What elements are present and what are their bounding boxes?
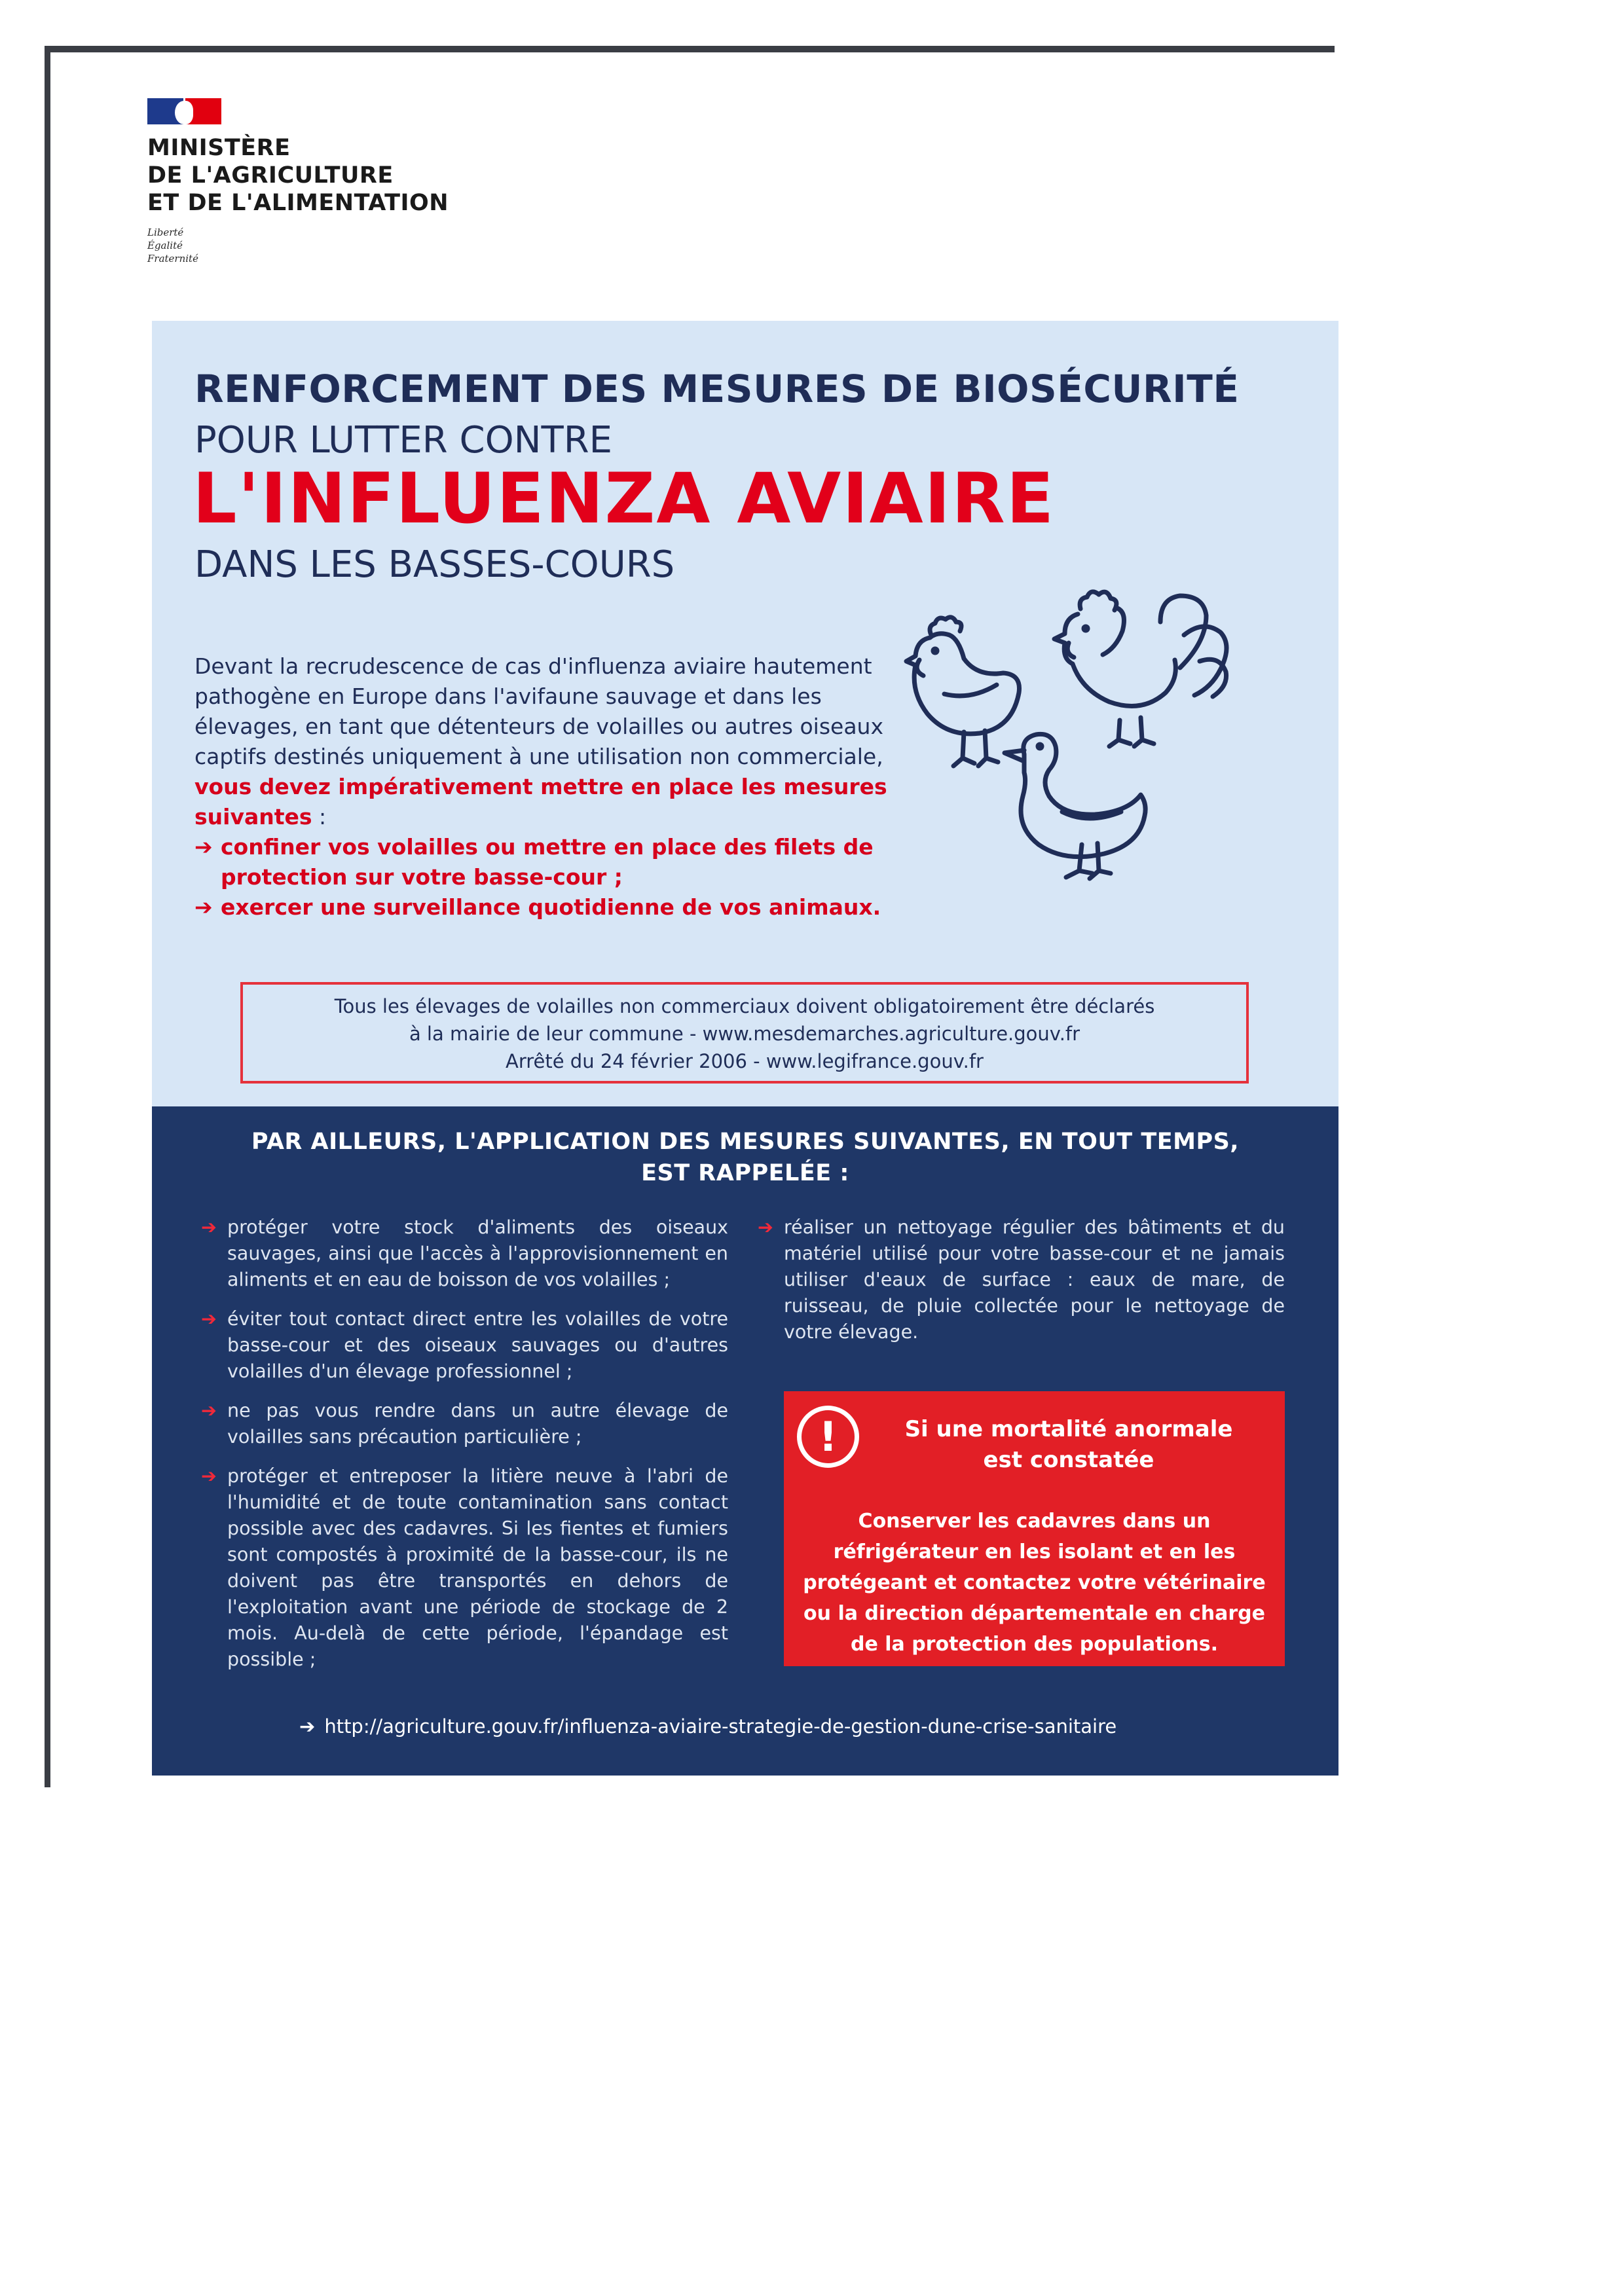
republic-motto [147, 226, 488, 265]
notice-line-3: Arrêté du 24 février 2006 - www.legifrance.gouv.fr [506, 1050, 984, 1072]
info-link-url[interactable]: http://agriculture.gouv.fr/influenza-aviaire-strategie-de-gestion-dune-crise-sanitaire [324, 1715, 1117, 1738]
intro-emphasis: vous devez impérativement mettre en place les mesures suivantes [194, 774, 887, 829]
intro-text-block [194, 651, 928, 832]
intro-bullet [194, 832, 928, 892]
arrow-icon: ➔ [201, 1465, 217, 1487]
intro-bullet-list [194, 832, 928, 922]
intro-bullet-text: confiner vos volailles ou mettre en place des filets de protection sur votre basse-cour ; [221, 834, 874, 890]
heading-line-2: POUR LUTTER CONTRE [194, 419, 613, 462]
mortality-alert-box [784, 1391, 1285, 1666]
duck-icon [1005, 734, 1145, 879]
ministry-name-line-1: MINISTÈRE [147, 135, 291, 161]
notice-line-2: à la mairie de leur commune - www.mesdemarches.agriculture.gouv.fr [409, 1023, 1080, 1045]
measure-item [201, 1306, 728, 1385]
motto-egalite: Égalité [147, 240, 183, 251]
measures-title-line-1: PAR AILLEURS, L'APPLICATION DES MESURES SUIVANTES, EN TOUT TEMPS, [251, 1129, 1240, 1155]
measures-title [152, 1126, 1338, 1189]
notice-line-1: Tous les élevages de volailles non commerciaux doivent obligatoirement être déclarés [334, 995, 1155, 1017]
arrow-icon: ➔ [194, 894, 213, 920]
hen-icon [906, 617, 1020, 766]
measures-title-line-2: EST RAPPELÉE : [641, 1160, 849, 1186]
intro-paragraph [194, 651, 928, 922]
measures-right-column [758, 1214, 1285, 1358]
arrow-icon: ➔ [201, 1216, 217, 1238]
heading-line-1: RENFORCEMENT DES MESURES DE BIOSÉCURITÉ [194, 367, 1240, 411]
ministry-name-line-3: ET DE L'ALIMENTATION [147, 190, 449, 216]
heading-line-4: DANS LES BASSES-COURS [194, 543, 675, 586]
scan-frame-top [45, 46, 1335, 52]
arrow-icon: ➔ [758, 1216, 773, 1238]
rooster-icon [1054, 592, 1227, 746]
arrow-icon: ➔ [201, 1400, 217, 1421]
measure-text: réaliser un nettoyage régulier des bâtiments et du matériel utilisé pour votre basse-cour et ne jamais utiliser d'eaux de surface : eaux de mare, de ruisseau, de pluie collectée pour le nettoyage de votre élevage. [784, 1216, 1285, 1343]
measures-left-column [201, 1214, 728, 1686]
arrow-icon: ➔ [299, 1715, 316, 1738]
heading-main-title: L'INFLUENZA AVIAIRE [193, 458, 1056, 539]
alert-title [862, 1414, 1275, 1476]
info-link[interactable] [299, 1715, 1216, 1738]
ministry-logo [147, 98, 488, 265]
alert-body: Conserver les cadavres dans un réfrigérateur en les isolant et en les protégeant et contactez votre vétérinaire ou la direction départementale en charge de la protection des populations. [803, 1510, 1266, 1656]
measure-item [201, 1463, 728, 1673]
poultry-illustration [872, 583, 1265, 949]
ministry-name-line-2: DE L'AGRICULTURE [147, 162, 394, 189]
intro-bullet-text: exercer une surveillance quotidienne de vos animaux. [221, 894, 881, 920]
measure-text: protéger et entreposer la litière neuve à l'abri de l'humidité et de toute contamination sans contact possible avec des cadavres. Si les fientes et fumiers sont compostés à proximité de la basse-cour, ils ne doivent pas être transportés en dehors de l'exploitation avant une période de stockage de 2 mois. Au-delà de cette période, l'épandage est possible ; [227, 1465, 728, 1670]
scan-frame-left [45, 46, 50, 1787]
declaration-notice-box [240, 982, 1249, 1084]
poster [152, 321, 1338, 1776]
alert-title-line-2: est constatée [983, 1447, 1154, 1473]
intro-text: Devant la recrudescence de cas d'influenza aviaire hautement pathogène en Europe dans l'avifaune sauvage et dans les élevages, en tant que détenteurs de volailles ou autres oiseaux captifs destinés uniquement à une utilisation non commerciale, [194, 653, 883, 769]
arrow-icon: ➔ [194, 834, 213, 860]
exclamation-icon: ! [797, 1406, 859, 1468]
alert-title-line-1: Si une mortalité anormale [904, 1416, 1233, 1442]
measure-text: ne pas vous rendre dans un autre élevage de volailles sans précaution particulière ; [227, 1400, 728, 1448]
poster-top-section [152, 321, 1338, 1106]
measure-item [758, 1214, 1285, 1345]
marianne-flag-icon [147, 98, 223, 128]
intro-bullet [194, 892, 928, 922]
motto-liberte: Liberté [147, 227, 184, 238]
measure-item [201, 1398, 728, 1450]
motto-fraternite: Fraternité [147, 253, 198, 264]
arrow-icon: ➔ [201, 1308, 217, 1330]
measure-item [201, 1214, 728, 1293]
measure-text: éviter tout contact direct entre les volailles de votre basse-cour et des oiseaux sauvages ou d'autres volailles d'un élevage professionnel ; [227, 1308, 728, 1382]
intro-emphasis-suffix: : [312, 804, 327, 829]
measure-text: protéger votre stock d'aliments des oiseaux sauvages, ainsi que l'accès à l'approvisionnement en aliments et en eau de boisson de vos volailles ; [227, 1216, 728, 1290]
